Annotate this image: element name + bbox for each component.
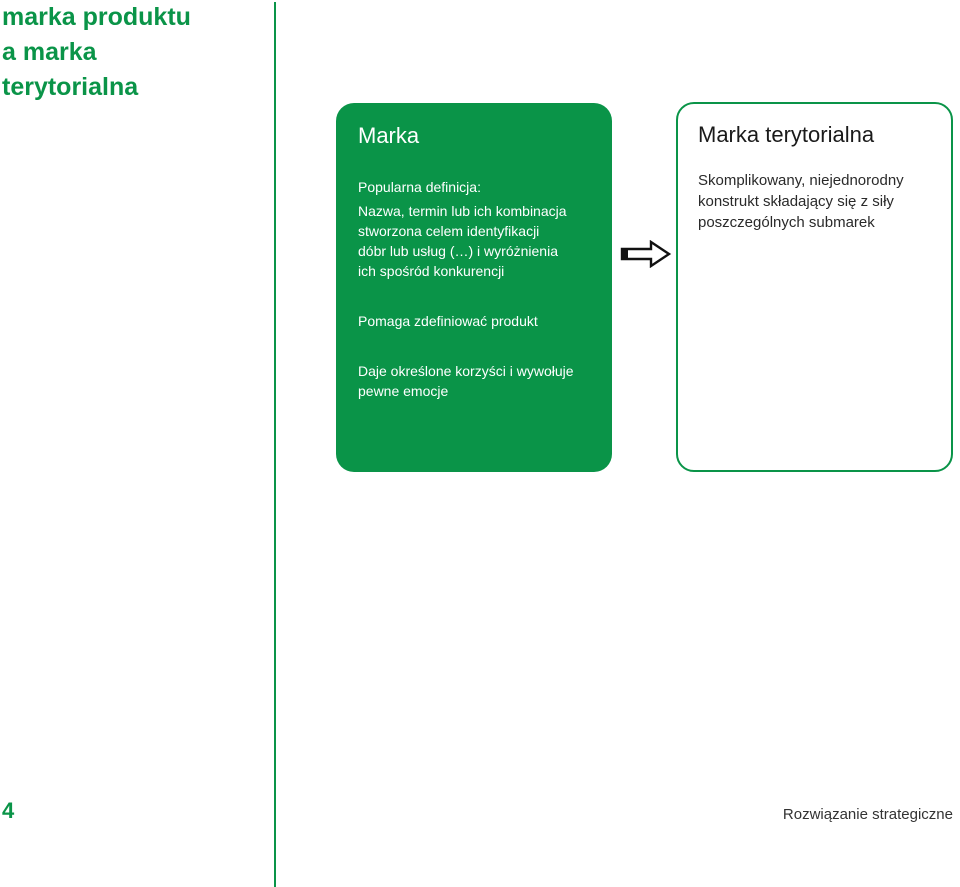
brand-point-1: Pomaga zdefiniować produkt xyxy=(358,313,538,329)
brand-point-2 xyxy=(358,361,596,401)
definition-line: dóbr lub usług (…) i wyróżnienia xyxy=(358,243,558,259)
footer-text: Rozwiązanie strategiczne xyxy=(782,806,953,823)
page-title xyxy=(2,0,191,105)
definition-label: Popularna definicja: xyxy=(358,179,481,195)
brand-point-2-line: pewne emocje xyxy=(358,383,449,399)
page-title-line-3: terytorialna xyxy=(2,73,139,101)
definition-line: ich spośród konkurencji xyxy=(358,263,505,279)
page-number: 4 xyxy=(2,798,15,823)
territorial-brand-box xyxy=(676,102,953,472)
definition-line: stworzona celem identyfikacji xyxy=(358,223,540,239)
definition-line: Nazwa, termin lub ich kombinacja xyxy=(358,203,567,219)
vertical-divider xyxy=(274,2,276,887)
territorial-text-line: konstrukt składający się z siły xyxy=(698,193,894,210)
territorial-text-line: Skomplikowany, niejednorodny xyxy=(698,172,904,189)
brand-box xyxy=(336,103,612,472)
page-title-line-2: a marka xyxy=(2,38,97,66)
page-title-line-1: marka produktu xyxy=(2,3,191,31)
right-arrow-icon xyxy=(620,240,672,268)
territorial-box-title: Marka terytorialna xyxy=(698,122,875,147)
territorial-text-line: poszczególnych submarek xyxy=(698,214,875,231)
brand-box-title: Marka xyxy=(358,123,420,148)
definition-text xyxy=(358,201,596,281)
brand-point-2-line: Daje określone korzyści i wywołuje xyxy=(358,363,574,379)
